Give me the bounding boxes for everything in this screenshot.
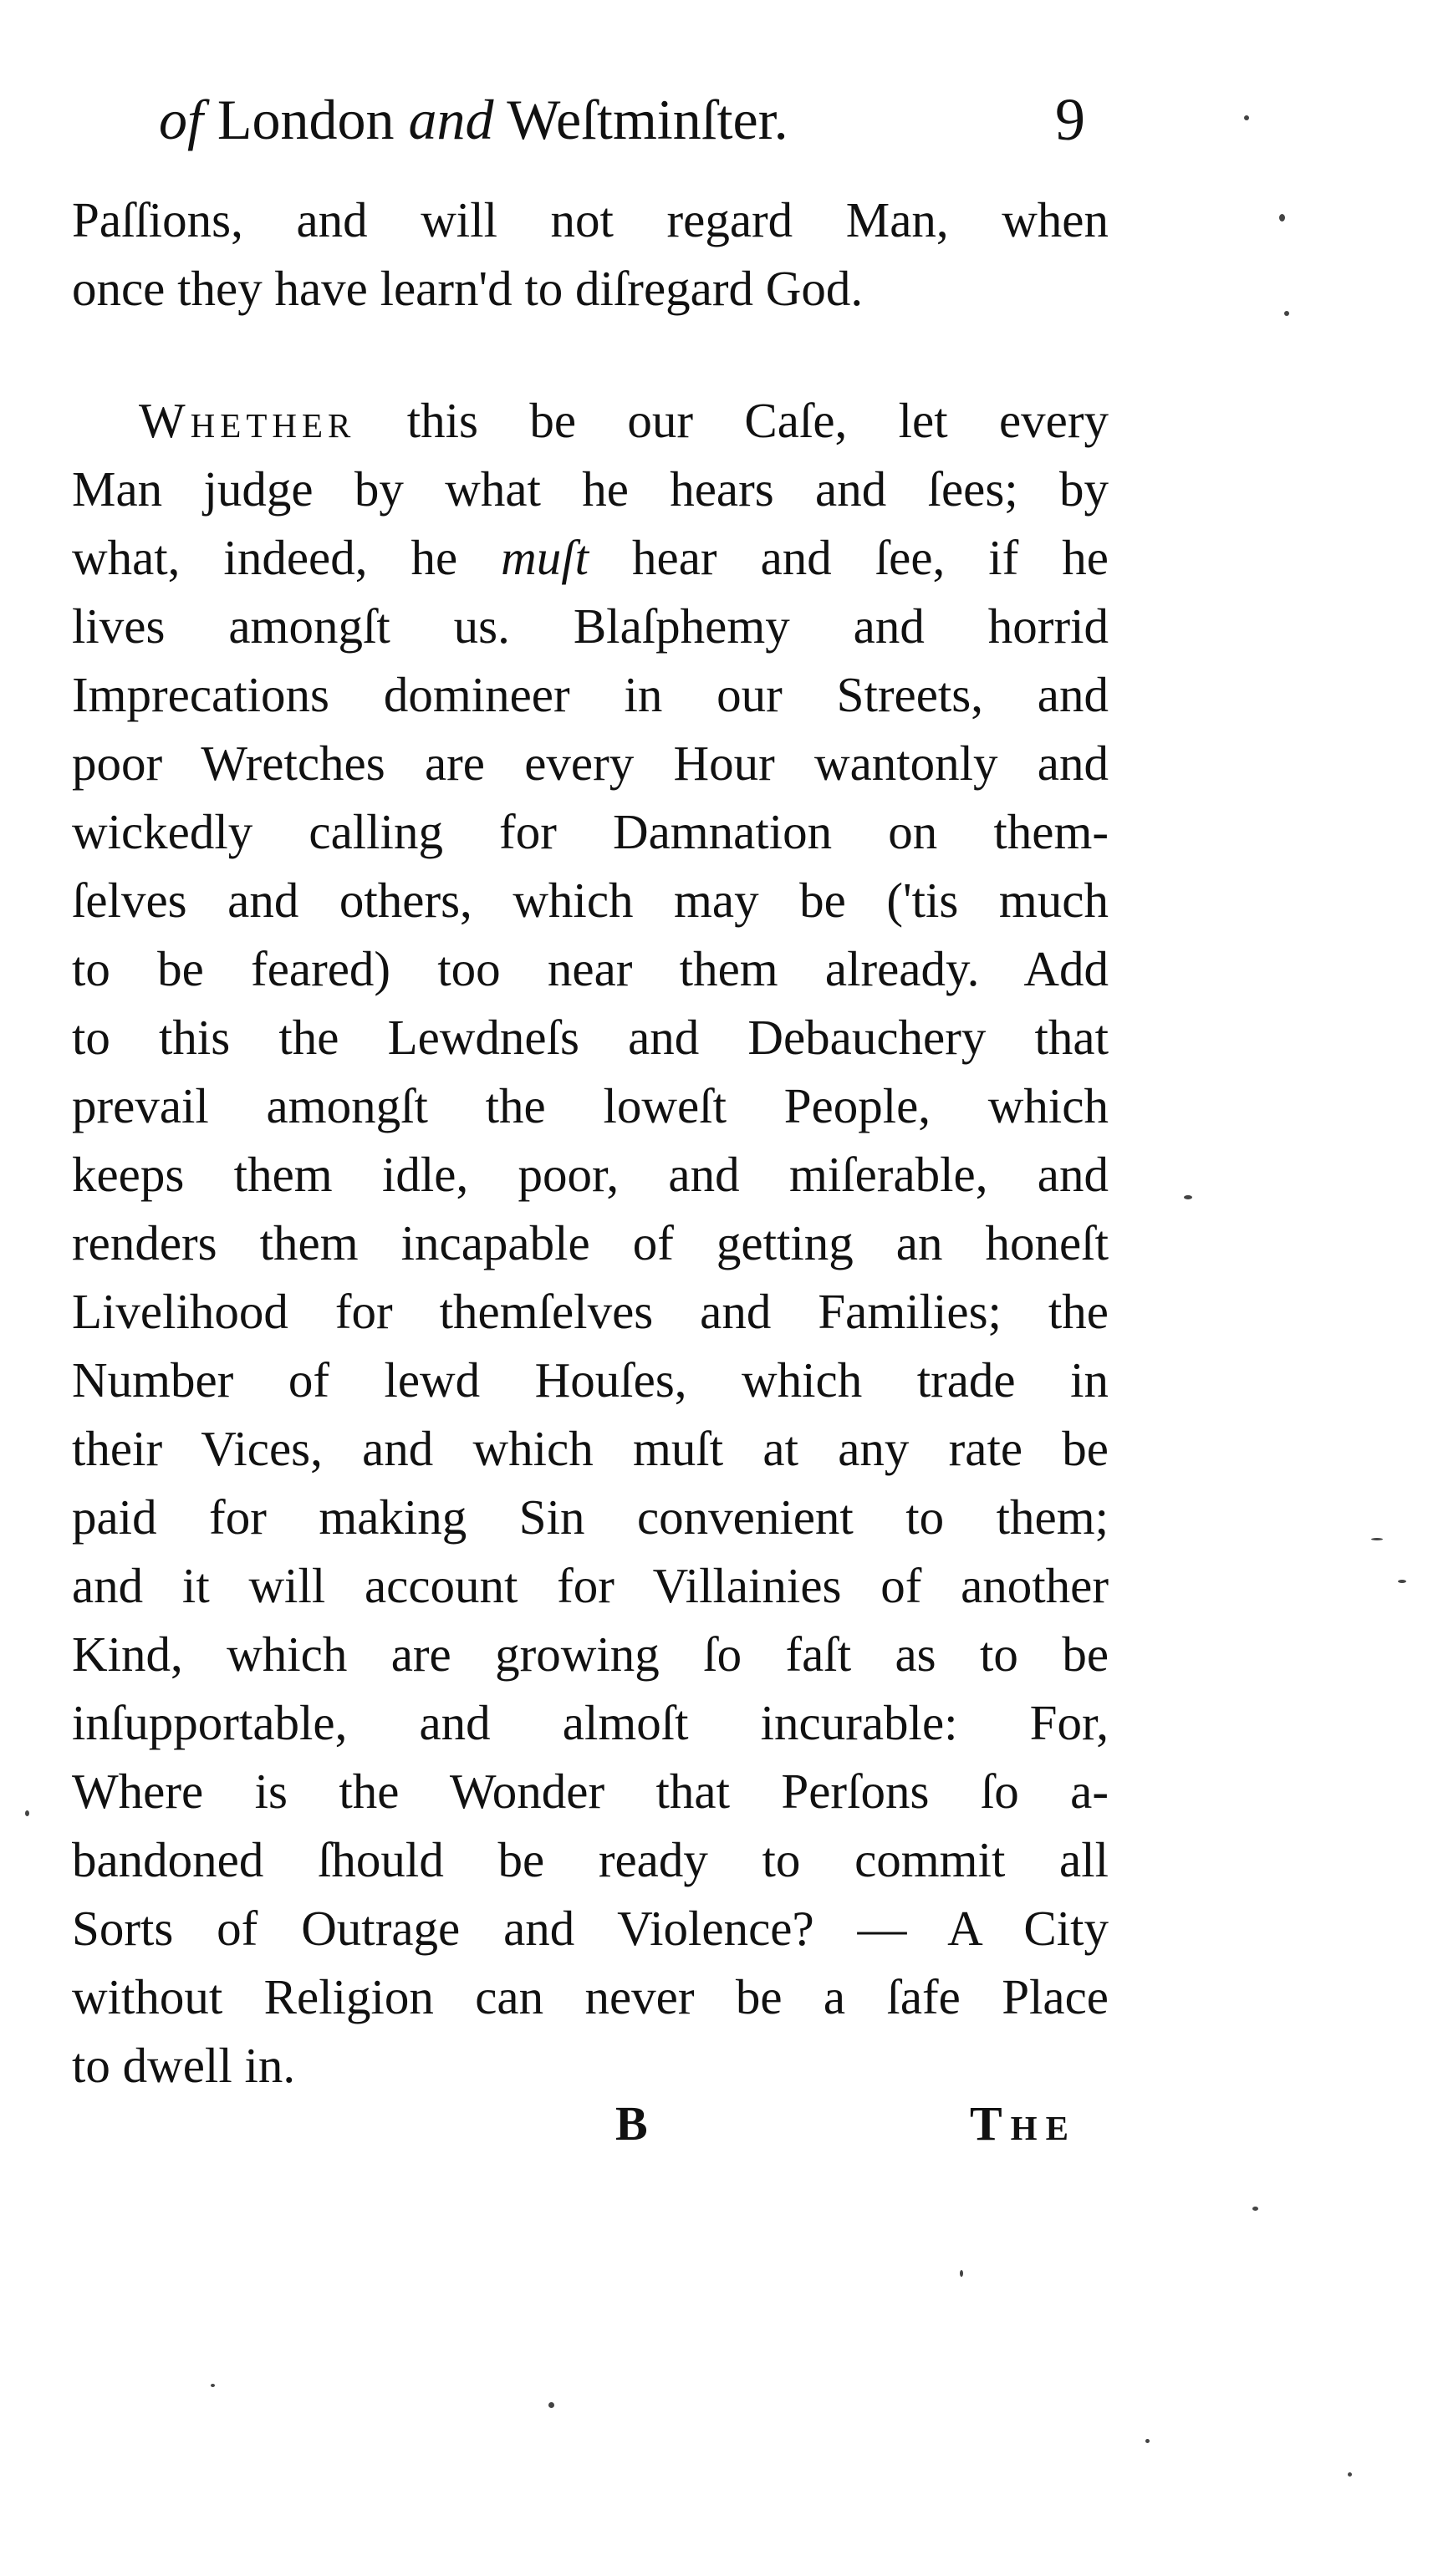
scan-speck [25,1810,29,1816]
text-line: to this the Lewdneſs and Debauchery that [72,1010,1109,1065]
text-line: Where is the Wonder that Perſons ſo a- [72,1764,1109,1819]
paragraph-continued [72,186,1109,323]
text-line: Imprecations domineer in our Streets, and [72,667,1109,722]
text-line-body: once they have learn'd to diſregard God. [72,261,864,316]
opening-small-caps: Whether [139,393,356,448]
text-line [72,254,1109,323]
scan-speck [1279,214,1285,221]
scan-speck [1371,1538,1383,1540]
scan-speck [960,2270,963,2277]
text-line: to be feared) too near them already. Add [72,941,1109,996]
running-head [159,74,1120,165]
scan-speck [1244,115,1249,120]
text-line: Man judge by what he hears and ſees; by [72,461,1109,517]
scan-speck [1184,1195,1192,1199]
text-line: renders them incapable of getting an honeſt [72,1215,1109,1270]
scan-speck [211,2384,215,2387]
paragraph-whether [72,386,1109,2100]
text-line-part: what, indeed, he [72,530,502,585]
scan-speck [1398,1580,1406,1583]
running-head-westminster: Weſtminſter. [507,88,788,151]
text-line: wickedly calling for Damnation on them- [72,804,1109,859]
scan-speck [548,2402,554,2408]
text-line: Livelihood for themſelves and Families; the [72,1284,1109,1339]
running-head-of: of [159,88,203,151]
text-line: Sorts of Outrage and Violence? — A City [72,1901,1109,1956]
text-line: Kind, which are growing ſo faſt as to be [72,1627,1109,1682]
text-line: prevail amongſt the loweſt People, which [72,1078,1109,1133]
text-line [72,386,1109,455]
text-line [72,2031,1109,2100]
text-line-rest: this be our Caſe, let every [355,393,1109,448]
text-line-part: hear and ſee, if he [589,530,1109,585]
text-line: and it will account for Villainies of another [72,1558,1109,1613]
scan-speck [1145,2439,1150,2443]
text-line: ſelves and others, which may be ('tis much [72,873,1109,928]
running-head-london: London [217,88,395,151]
text-line [72,523,1109,592]
text-line: inſupportable, and almoſt incurable: For, [72,1695,1109,1750]
text-line: bandoned ſhould be ready to commit all [72,1832,1109,1887]
scan-speck [1284,311,1289,316]
text-line: Number of lewd Houſes, which trade in [72,1352,1109,1408]
text-line-body: to dwell in. [72,2038,296,2093]
text-line: without Religion can never be a ſafe Place [72,1969,1109,2024]
scan-speck [1348,2472,1352,2477]
catchword: The [970,2096,1077,2151]
text-line: keeps them idle, poor, and miſerable, and [72,1147,1109,1202]
running-head-and: and [408,88,494,151]
page-number: 9 [1055,86,1085,153]
signature-mark: B [615,2096,648,2151]
text-line: Paſſions, and will not regard Man, when [72,192,1109,247]
text-line: lives amongſt us. Blaſphemy and horrid [72,598,1109,654]
text-line: poor Wretches are every Hour wantonly and [72,736,1109,791]
text-line: paid for making Sin convenient to them; [72,1489,1109,1545]
scan-speck [1252,2207,1258,2211]
text-line: their Vices, and which muſt at any rate be [72,1421,1109,1476]
italic-emphasis: muſt [501,530,589,585]
